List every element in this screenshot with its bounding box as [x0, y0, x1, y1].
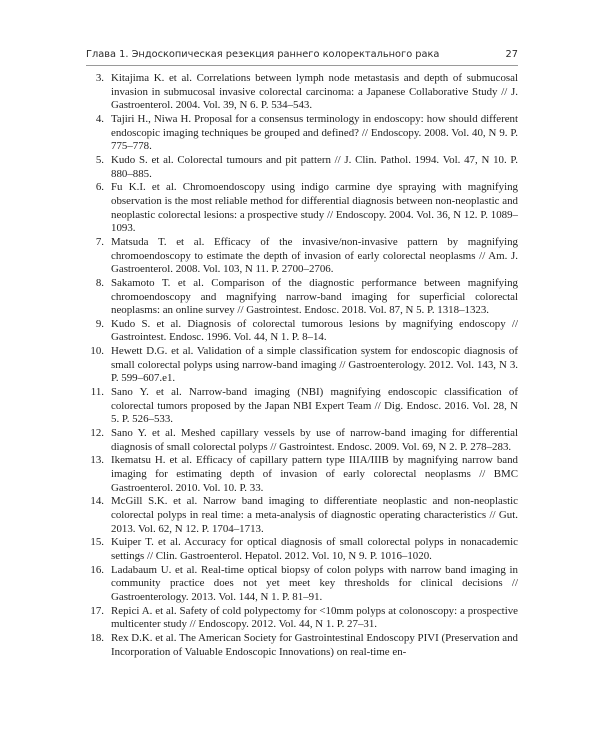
- reference-text: McGill S.K. et al. Narrow band imaging to differentiate neoplastic and non-neoplastic colorectal polyps in real time: a meta-analysis of diagnostic operating characteristics // Gut. 2013. Vol. 62, N 12. P. 1704–1713.: [111, 495, 518, 535]
- reference-text: Matsuda T. et al. Efficacy of the invasive/non-invasive pattern by magnifying chromoendoscopy to estimate the depth of invasion of early colorectal neoplasms // Am. J. Gastroenterol. 2008. Vol. 103, N 11. P. 2700–2706.: [111, 235, 518, 276]
- reference-item: [86, 632, 518, 659]
- reference-number: 3.: [95, 72, 104, 84]
- reference-list: [86, 72, 518, 659]
- reference-number: 11.: [90, 386, 104, 399]
- header-rule: [86, 65, 518, 66]
- reference-text: Repici A. et al. Safety of cold polypectomy for <10mm polyps at colonoscopy: a prospective multicenter study // Endoscopy. 2012. Vol. 44, N 1. P. 27–31.: [111, 604, 518, 631]
- reference-text: Fu K.I. et al. Chromoendoscopy using indigo carmine dye spraying with magnifying observation is the most reliable method for differential diagnosis between non-neoplastic and neoplastic colorectal lesions: a prospective study // Endoscopy. 2004. Vol. 36, N 12. P. 1089–1093.: [111, 181, 518, 235]
- reference-number: 12.: [90, 427, 104, 440]
- reference-text: Kuiper T. et al. Accuracy for optical diagnosis of small colorectal polyps in nonacademic settings // Clin. Gastroenterol. Hepatol. 2012. Vol. 10, N 9. P. 1016–1020.: [111, 536, 518, 562]
- page-number: 27: [505, 49, 518, 60]
- reference-item: [86, 536, 518, 563]
- reference-text: Ladabaum U. et al. Real-time optical biopsy of colon polyps with narrow band imaging in community practice does not yet meet key thresholds for clinical decisions // Gastroenterology. 2013. Vol. 144, N 1. P. 81–91.: [111, 563, 518, 603]
- reference-text: Hewett D.G. et al. Validation of a simple classification system for endoscopic diagnosis of small colorectal polyps using narrow-band imaging // Gastroenterology. 2012. Vol. 143, N 3. P. 599–607.e1.: [111, 345, 518, 385]
- reference-text: Rex D.K. et al. The American Society for Gastrointestinal Endoscopy PIVI (Preservation and Incorporation of Valuable Endoscopic Innovations) on real-time en-: [111, 631, 518, 658]
- reference-item: [86, 72, 518, 113]
- reference-text: Sakamoto T. et al. Comparison of the diagnostic performance between magnifying chromoendoscopy and magnifying narrow-band imaging for superficial colorectal neoplasms: an online survey // Gastrointest. Endosc. 2018. Vol. 87, N 5. P. 1318–1323.: [111, 276, 518, 317]
- reference-number: 8.: [95, 276, 104, 289]
- reference-item: [86, 345, 518, 386]
- reference-item: [86, 181, 518, 236]
- reference-item: [86, 454, 518, 495]
- reference-number: 6.: [95, 181, 104, 194]
- reference-text: Kudo S. et al. Colorectal tumours and pit pattern // J. Clin. Pathol. 1994. Vol. 47, N 10. P. 880–885.: [111, 153, 518, 180]
- reference-item: [86, 318, 518, 345]
- reference-number: 17.: [90, 604, 104, 617]
- reference-item: [86, 495, 518, 536]
- reference-item: [86, 236, 518, 277]
- reference-number: 10.: [90, 345, 104, 358]
- reference-text: Sano Y. et al. Meshed capillary vessels by use of narrow-band imaging for differential diagnosis of small colorectal polyps // Gastrointest. Endosc. 2009. Vol. 69, N 2. P. 278–283.: [111, 427, 518, 453]
- reference-number: 7.: [95, 235, 104, 248]
- reference-number: 5.: [95, 153, 104, 166]
- reference-number: 13.: [90, 454, 104, 467]
- reference-item: [86, 605, 518, 632]
- reference-item: [86, 386, 518, 427]
- reference-number: 14.: [90, 495, 104, 508]
- reference-number: 9.: [95, 317, 104, 330]
- reference-item: [86, 277, 518, 318]
- chapter-title: Глава 1. Эндоскопическая резекция раннего колоректального рака: [86, 49, 440, 60]
- reference-text: Sano Y. et al. Narrow-band imaging (NBI) magnifying endoscopic classification of colorectal tumors proposed by the Japan NBI Expert Team // Dig. Endosc. 2016. Vol. 28, N 5. P. 526–533.: [111, 386, 518, 426]
- reference-number: 4.: [95, 112, 104, 125]
- reference-text: Tajiri H., Niwa H. Proposal for a consensus terminology in endoscopy: how should different endoscopic imaging techniques be grouped and defined? // Endoscopy. 2008. Vol. 40, N 9. P. 775–778.: [111, 112, 518, 153]
- reference-item: [86, 113, 518, 154]
- reference-text: Ikematsu H. et al. Efficacy of capillary pattern type IIIA/IIIB by magnifying narrow band imaging for estimating depth of invasion of early colorectal neoplasms // BMC Gastroenterol. 2010. Vol. 10. P. 33.: [111, 454, 518, 494]
- reference-item: [86, 564, 518, 605]
- running-head: [86, 49, 518, 60]
- reference-item: [86, 427, 518, 454]
- reference-number: 16.: [90, 563, 104, 576]
- reference-item: [86, 154, 518, 181]
- reference-text: Kudo S. et al. Diagnosis of colorectal tumorous lesions by magnifying endoscopy // Gastrointest. Endosc. 1996. Vol. 44, N 1. P. 8–14.: [111, 317, 518, 344]
- reference-number: 15.: [90, 536, 104, 549]
- reference-text: Kitajima K. et al. Correlations between lymph node metastasis and depth of submucosal invasion in submucosal invasive colorectal carcinoma: a Japanese Collaborative Study // J. Gastroenterol. 2004. Vol. 39, N 6. P. 534–543.: [111, 72, 518, 112]
- reference-number: 18.: [90, 631, 104, 644]
